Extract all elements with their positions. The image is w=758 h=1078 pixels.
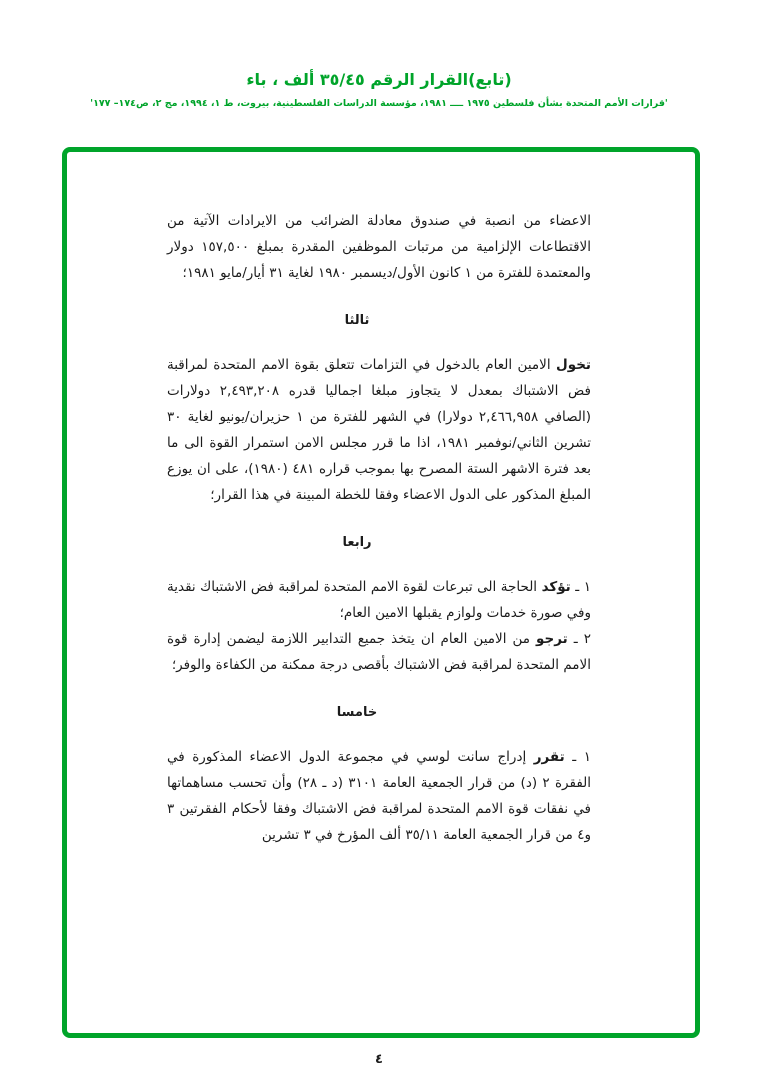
continuation-paragraph: الاعضاء من انصبة في صندوق معادلة الضرائب من الايرادات الآتية من الاقتطاعات الإلزامية من مرتبات الموظفين المقدرة بمبلغ ١٥٧,٥٠٠ دولار والمعتمدة للفترة من ١ كانون الأول/ديسمبر ١٩٨٠ لغاية ٣١ أيار/مايو ١٩٨١؛ — [167, 213, 591, 281]
item-number: ٢ ـ — [567, 631, 591, 647]
operative-paragraph-fifth-1 — [167, 744, 591, 848]
operative-verb: ترجو — [536, 631, 568, 647]
section-heading-fifth: خامسا — [336, 705, 378, 720]
section-heading-third: ثالثا — [344, 313, 370, 328]
resolution-continued-title: (تابع)القرار الرقم ٣٥/٤٥ ألف ، باء — [246, 70, 512, 89]
operative-text: من الامين العام ان يتخذ جميع التدابير اللازمة ليضمن إدارة قوة الامم المتحدة لمراقبة فض الاشتباك بأقصى درجة ممكنة من الكفاءة والوفر؛ — [167, 631, 591, 673]
operative-verb: تؤكد — [541, 579, 571, 595]
page-header — [0, 70, 758, 109]
operative-verb: تخول — [556, 357, 591, 373]
operative-paragraph-third — [167, 352, 591, 508]
resolution-body — [167, 208, 591, 848]
item-number: ١ ـ — [564, 749, 591, 765]
page-number: ٤ — [375, 1052, 383, 1067]
section-heading-fourth: رابعا — [342, 535, 372, 550]
operative-text: الامين العام بالدخول في التزامات تتعلق بقوة الامم المتحدة لمراقبة فض الاشتباك بمعدل لا يتجاوز مبلغا اجماليا قدره ٢,٤٩٣,٢٠٨ دولارات (الصافي ٢,٤٦٦,٩٥٨ دولارا) في الشهر للفترة من ١ حزيران/يونيو لغاية ٣٠ تشرين الثاني/نوفمبر ١٩٨١، اذا ما قرر مجلس الامن استمرار القوة الى ما بعد فترة الاشهر الستة المصرح بها بموجب قراره ٤٨١ (١٩٨٠)، على ان يوزع المبلغ المذكور على الدول الاعضاء وفقا للخطة المبينة في هذا القرار؛ — [167, 357, 592, 503]
resolution-frame — [62, 147, 700, 1038]
source-citation: 'قرارات الأمم المتحدة بشأن فلسطين ١٩٧٥ ــــ ١٩٨١، مؤسسة الدراسات الفلسطينية، بيروت، ط ١، ١٩٩٤، مج ٢، ص١٧٤– ١٧٧' — [90, 98, 668, 109]
operative-text: إدراج سانت لوسي في مجموعة الدول الاعضاء المذكورة في الفقرة ٢ (د) من قرار الجمعية العامة ٣١٠١ (د ـ ٢٨) وأن تحسب مساهماتها في نفقات قوة الامم المتحدة لمراقبة فض الاشتباك وفقا لأحكام الفقرتين ٣ و٤ من قرار الجمعية العامة ٣٥/١١ ألف المؤرخ في ٣ تشرين — [167, 749, 592, 843]
operative-text: الحاجة الى تبرعات لقوة الامم المتحدة لمراقبة فض الاشتباك نقدية وفي صورة خدمات ولوازم يقبلها الامين العام؛ — [167, 579, 591, 621]
item-number: ١ ـ — [570, 579, 591, 595]
operative-verb: تقرر — [533, 749, 565, 765]
page-footer — [0, 1048, 758, 1067]
operative-paragraph-fourth-2 — [167, 626, 591, 678]
operative-paragraph-fourth-1 — [167, 574, 591, 626]
